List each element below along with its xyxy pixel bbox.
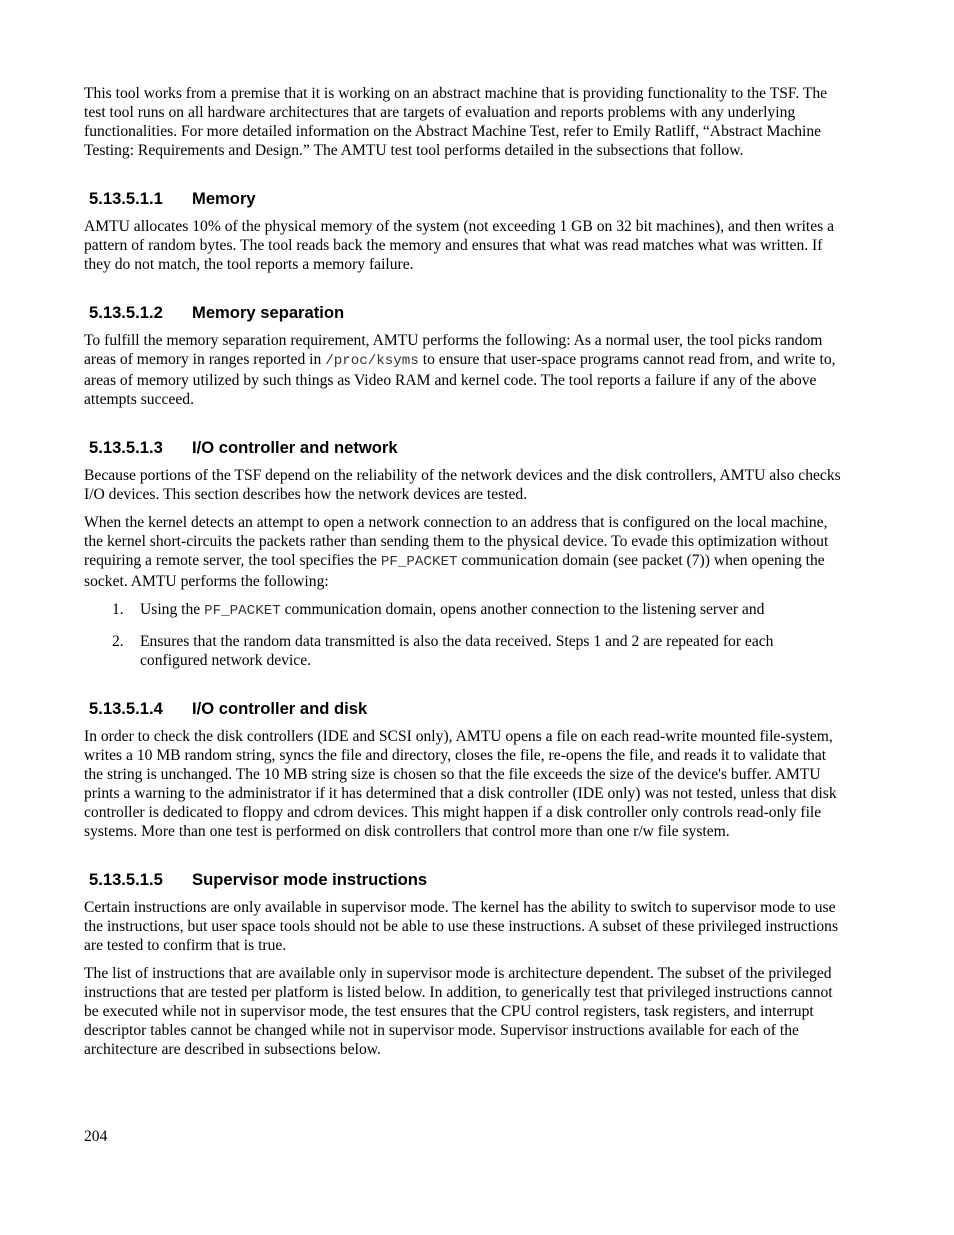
list-item: 1. Using the PF_PACKET communication domain, opens another connection to the listening server and (112, 601, 765, 619)
network-steps-list (84, 600, 844, 670)
intro-paragraph: This tool works from a premise that it is working on an abstract machine that is providing functionality to the TSF. The test tool runs on all hardware architectures that are targets of evaluation and reports problems with any underlying functionalities. For more detailed information on the Abstract Machine Test, refer to Emily Ratliff, “Abstract Machine Testing: Requirements and Design.” The AMTU test tool performs detailed in the subsections that follow. (84, 85, 828, 159)
list-item: 2. Ensures that the random data transmitted is also the data received. Steps 1 and 2 are repeated for each configured network device. (112, 633, 774, 669)
section-title: Memory (192, 189, 256, 208)
section-heading-io-network (89, 438, 844, 458)
section-title: Supervisor mode instructions (192, 870, 428, 889)
section-number: 5.13.5.1.4 (89, 699, 163, 718)
io-disk-paragraph: In order to check the disk controllers (IDE and SCSI only), AMTU opens a file on each read-write mounted file-system, writes a 10 MB random string, syncs the file and directory, closes the file, re-opens the file, and reads it to validate that the string is unchanged. The 10 MB string size is chosen so that the file exceeds the size of the device's buffer. AMTU prints a warning to the administrator if it has determined that a disk controller (IDE only) was not tested, unless that disk controller is dedicated to floppy and cdrom devices. This might happen if a disk controller only controls read-only file systems. More than one test is performed on disk controllers that control more than one r/w file system. (84, 728, 837, 840)
section-title: Memory separation (192, 303, 345, 322)
section-heading-memory (89, 189, 844, 209)
code-pf-packet: PF_PACKET (204, 603, 281, 619)
document-page (84, 84, 844, 1068)
section-heading-supervisor (89, 870, 844, 890)
supervisor-paragraph-2: The list of instructions that are available only in supervisor mode is architecture dependent. The subset of the privileged instructions that are tested per platform is listed below. In addition, to generically test that privileged instructions cannot be executed while not in supervisor mode, the test ensures that the CPU control registers, task registers, and interrupt descriptor tables cannot be changed while not in supervisor mode. Supervisor instructions available for each of the architecture are described in subsections below. (84, 965, 833, 1058)
code-proc-ksyms: /proc/ksyms (325, 353, 419, 369)
section-number: 5.13.5.1.1 (89, 189, 163, 208)
section-number: 5.13.5.1.2 (89, 303, 163, 322)
section-title: I/O controller and network (192, 438, 398, 457)
memory-paragraph: AMTU allocates 10% of the physical memory of the system (not exceeding 1 GB on 32 bit machines), and then writes a pattern of random bytes. The tool reads back the memory and ensures that what was read matches what was written. If they do not match, the tool reports a memory failure. (84, 218, 835, 273)
page-number: 204 (84, 1128, 108, 1145)
io-network-paragraph-1: Because portions of the TSF depend on the reliability of the network devices and the disk controllers, AMTU also checks I/O devices. This section describes how the network devices are tested. (84, 467, 841, 503)
section-number: 5.13.5.1.5 (89, 870, 163, 889)
io-network-paragraph-2: When the kernel detects an attempt to open a network connection to an address that is configured on the local machine, the kernel short-circuits the packets rather than sending them to the physical device. To evade this optimization without requiring a remote server, the tool specifies the PF_PACKET communication domain (see packet (7)) when opening the socket. AMTU performs the following: (84, 514, 829, 590)
section-title: I/O controller and disk (192, 699, 368, 718)
memory-separation-paragraph: To fulfill the memory separation requirement, AMTU performs the following: As a normal user, the tool picks random areas of memory in ranges reported in /proc/ksyms to ensure that user-space programs cannot read from, and write to, areas of memory utilized by such things as Video RAM and kernel code. The tool reports a failure if any of the above attempts succeed. (84, 332, 836, 408)
section-heading-io-disk (89, 699, 844, 719)
section-number: 5.13.5.1.3 (89, 438, 163, 457)
code-pf-packet: PF_PACKET (380, 554, 458, 570)
section-heading-memory-separation (89, 303, 844, 323)
supervisor-paragraph-1: Certain instructions are only available in supervisor mode. The kernel has the ability to switch to supervisor mode to use the instructions, but user space tools should not be able to use these instructions. A subset of these privileged instructions are tested to confirm that is true. (84, 899, 839, 954)
